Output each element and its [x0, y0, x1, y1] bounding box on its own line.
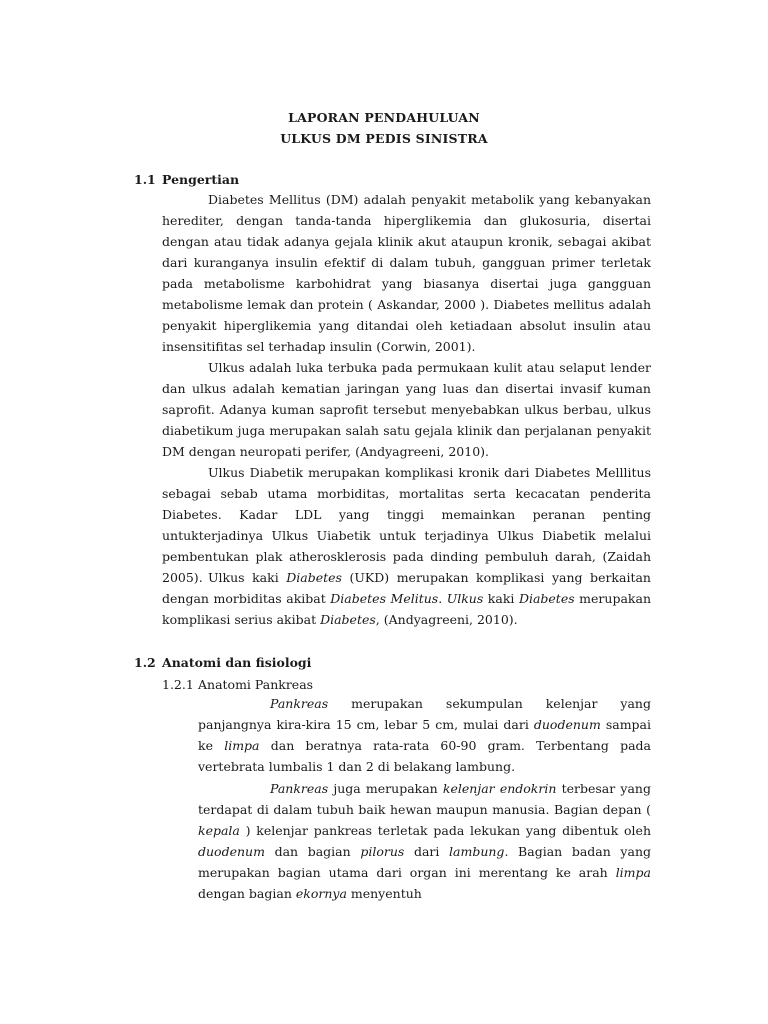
subsection-heading-1-2-1 — [162, 677, 313, 692]
paragraph-pankreas-1: Pankreas merupakan sekumpulan kelenjar yang panjangnya kira-kira 15 cm, lebar 5 cm, mulai dari duodenum sampai ke limpa dan beratnya rata-rata 60-90 gram. Terbentang pada vertebrata lumbalis 1 dan 2 di belakang lambung. — [198, 696, 651, 774]
paragraph-pengertian-4: Ulkus kaki Diabetes (UKD) merupakan komplikasi yang berkaitan dengan morbiditas akibat Diabetes Melitus. Ulkus kaki Diabetes merupakan komplikasi serius akibat Diabetes, (Andyagreeni, 2010). — [162, 570, 651, 627]
document-title-line-2: ULKUS DM PEDIS SINISTRA — [280, 131, 488, 146]
section-number: 1.2 — [134, 655, 156, 670]
paragraph-pengertian-3: Ulkus Diabetik merupakan komplikasi kronik dari Diabetes Melllitus sebagai sebab utama morbiditas, mortalitas serta kecacatan penderita Diabetes. Kadar LDL yang tinggi memainkan peranan penting untukterjadinya Ulkus Uiabetik untuk terjadinya Ulkus Diabetik melalui pembentukan plak atherosklerosis pada dinding pembuluh darah, (Zaidah 2005). — [162, 465, 651, 585]
paragraph-pengertian-1: Diabetes Mellitus (DM) adalah penyakit metabolik yang kebanyakan herediter, dengan tanda-tanda hiperglikemia dan glukosuria, disertai dengan atau tidak adanya gejala klinik akut ataupun kronik, sebagai akibat dari kuranganya insulin efektif di dalam tubuh, gangguan primer terletak pada metabolisme karbohidrat yang biasanya disertai juga gangguan metabolisme lemak dan protein ( Askandar, 2000 ). Diabetes mellitus adalah penyakit hiperglikemia yang ditandai oleh ketiadaan absolut insulin atau insensitifitas sel terhadap insulin (Corwin, 2001). — [162, 192, 651, 354]
document-title-line-1: LAPORAN PENDAHULUAN — [288, 110, 480, 125]
section-title: Anatomi dan fisiologi — [162, 655, 312, 670]
section-heading-1-1 — [134, 172, 239, 187]
subsection-title: Anatomi Pankreas — [198, 677, 314, 692]
paragraph-pankreas-2: Pankreas juga merupakan kelenjar endokrin terbesar yang terdapat di dalam tubuh baik hewan maupun manusia. Bagian depan ( kepala ) kelenjar pankreas terletak pada lekukan yang dibentuk oleh duodenum dan bagian pilorus dari lambung. Bagian badan yang merupakan bagian utama dari organ ini merentang ke arah limpa dengan bagian ekornya menyentuh — [198, 781, 652, 901]
section-number: 1.1 — [134, 172, 156, 187]
subsection-number: 1.2.1 — [162, 677, 194, 692]
section-heading-1-2 — [134, 655, 311, 670]
section-title: Pengertian — [162, 172, 240, 187]
paragraph-pengertian-2: Ulkus adalah luka terbuka pada permukaan kulit atau selaput lender dan ulkus adalah kematian jaringan yang luas dan disertai invasif kuman saprofit. Adanya kuman saprofit tersebut menyebabkan ulkus berbau, ulkus diabetikum juga merupakan salah satu gejala klinik dan perjalanan penyakit DM dengan neuropati perifer, (Andyagreeni, 2010). — [162, 360, 651, 459]
